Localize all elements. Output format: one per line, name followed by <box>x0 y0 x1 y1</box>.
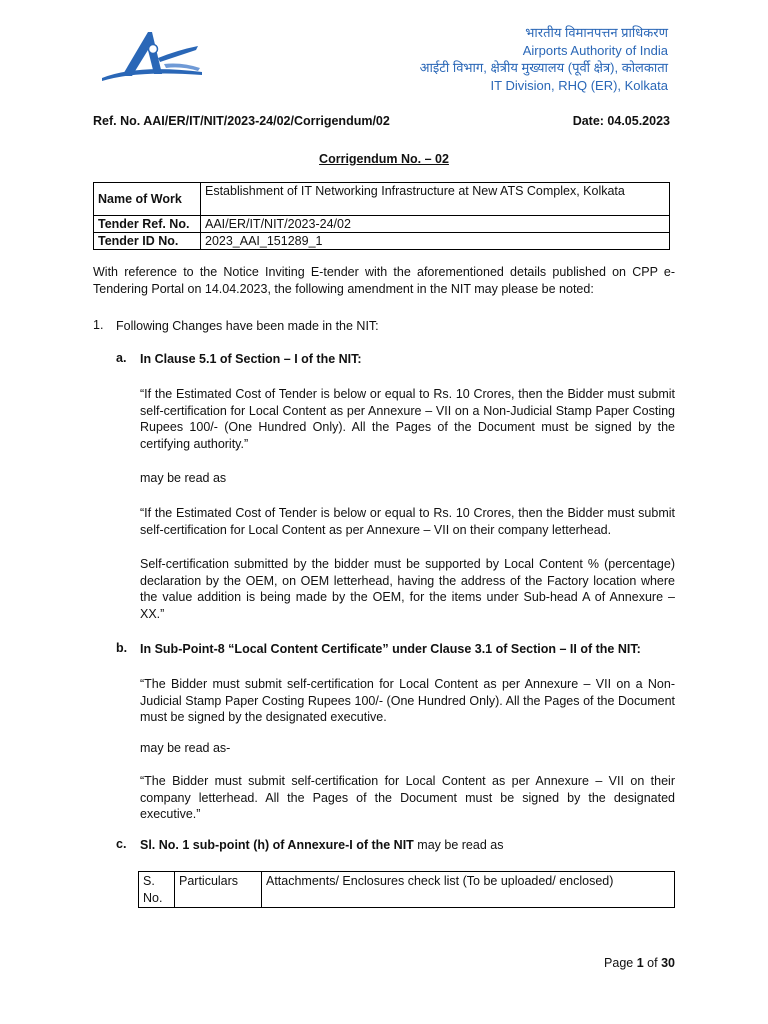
corrigendum-title: Corrigendum No. – 02 <box>319 152 449 166</box>
division-hindi: आईटी विभाग, क्षेत्रीय मुख्यालय (पूर्वी क्षेत्र), कोलकाता <box>419 60 668 75</box>
table-row <box>94 216 670 233</box>
column-header-particulars: Particulars <box>175 872 262 908</box>
org-name-english: Airports Authority of India <box>522 42 668 58</box>
name-of-work-label: Name of Work <box>94 183 201 216</box>
section-b-new-text: “The Bidder must submit self-certification for Local Content as per Annexure – VII on their company letterhead. All the Pages of the Document must be signed by the designated executive.” <box>140 774 675 821</box>
section-c-line <box>140 837 675 854</box>
table-row <box>94 233 670 250</box>
column-header-sno: S. No. <box>139 872 175 908</box>
intro-paragraph: With reference to the Notice Inviting E-tender with the aforementioned details published on CPP e-Tendering Portal on 14.04.2023, the following amendment in the NIT may please be noted: <box>93 265 675 296</box>
section-a-heading: In Clause 5.1 of Section – I of the NIT: <box>140 352 362 366</box>
section-b-read-as: may be read as- <box>140 741 231 755</box>
section-b-marker: b. <box>116 641 128 655</box>
org-name-hindi: भारतीय विमानपत्तन प्राधिकरण <box>525 25 668 40</box>
tender-ref-label: Tender Ref. No. <box>94 216 201 233</box>
column-header-attachments: Attachments/ Enclosures check list (To be uploaded/ enclosed) <box>262 872 675 908</box>
table-row <box>94 183 670 216</box>
of-word: of <box>647 956 658 970</box>
page-word: Page <box>604 956 634 970</box>
table-header-row <box>139 872 675 908</box>
document-date: Date: 04.05.2023 <box>572 114 670 128</box>
section-b-heading: In Sub-Point-8 “Local Content Certificate” under Clause 3.1 of Section – II of the NIT: <box>140 642 641 656</box>
section-a-marker: a. <box>116 351 127 365</box>
tender-id-label: Tender ID No. <box>94 233 201 250</box>
section-c-heading: Sl. No. 1 sub-point (h) of Annexure-I of the NIT <box>140 838 414 852</box>
current-page: 1 <box>636 956 644 970</box>
section-c-tail: may be read as <box>413 838 504 852</box>
division-english: IT Division, RHQ (ER), Kolkata <box>490 77 668 93</box>
tender-id-value: 2023_AAI_151289_1 <box>201 233 670 250</box>
section-a-new-text: “If the Estimated Cost of Tender is below or equal to Rs. 10 Crores, then the Bidder must submit self-certification for Local Content as per Annexure – VII on their company letterhead. <box>140 506 675 537</box>
name-of-work-value: Establishment of IT Networking Infrastructure at New ATS Complex, Kolkata <box>201 183 670 216</box>
organization-header <box>420 24 668 94</box>
enclosure-table <box>138 871 675 908</box>
item-1-marker: 1. <box>93 318 104 332</box>
section-a-read-as: may be read as <box>140 471 227 485</box>
reference-line <box>93 114 670 128</box>
tender-info-table <box>93 182 670 250</box>
section-a-old-text: “If the Estimated Cost of Tender is below or equal to Rs. 10 Crores, then the Bidder must submit self-certification for Local Content as per Annexure – VII on a Non-Judicial Stamp Paper Costing Rupees 100/- (One Hundred Only). All the Pages of the Document must be signed by the certifying authority.” <box>140 387 675 451</box>
aai-logo-icon <box>98 28 208 88</box>
page-number <box>604 956 675 970</box>
reference-number: Ref. No. AAI/ER/IT/NIT/2023-24/02/Corrigendum/02 <box>93 114 390 128</box>
section-a-extra-text: Self-certification submitted by the bidder must be supported by Local Content % (percentage) declaration by the OEM, on OEM letterhead, having the address of the Factory location where the value addition is being made by the OEM, for the items under Sub-head A of Annexure – XX.” <box>140 557 675 621</box>
total-pages: 30 <box>661 956 675 970</box>
section-c-marker: c. <box>116 837 127 851</box>
section-b-old-text: “The Bidder must submit self-certification for Local Content as per Annexure – VII on a Non-Judicial Stamp Paper Costing Rupees 100/- (One Hundred Only). All the Pages of the Document must be signed by the designated executive. <box>140 677 675 724</box>
tender-ref-value: AAI/ER/IT/NIT/2023-24/02 <box>201 216 670 233</box>
item-1-text: Following Changes have been made in the NIT: <box>116 319 379 333</box>
